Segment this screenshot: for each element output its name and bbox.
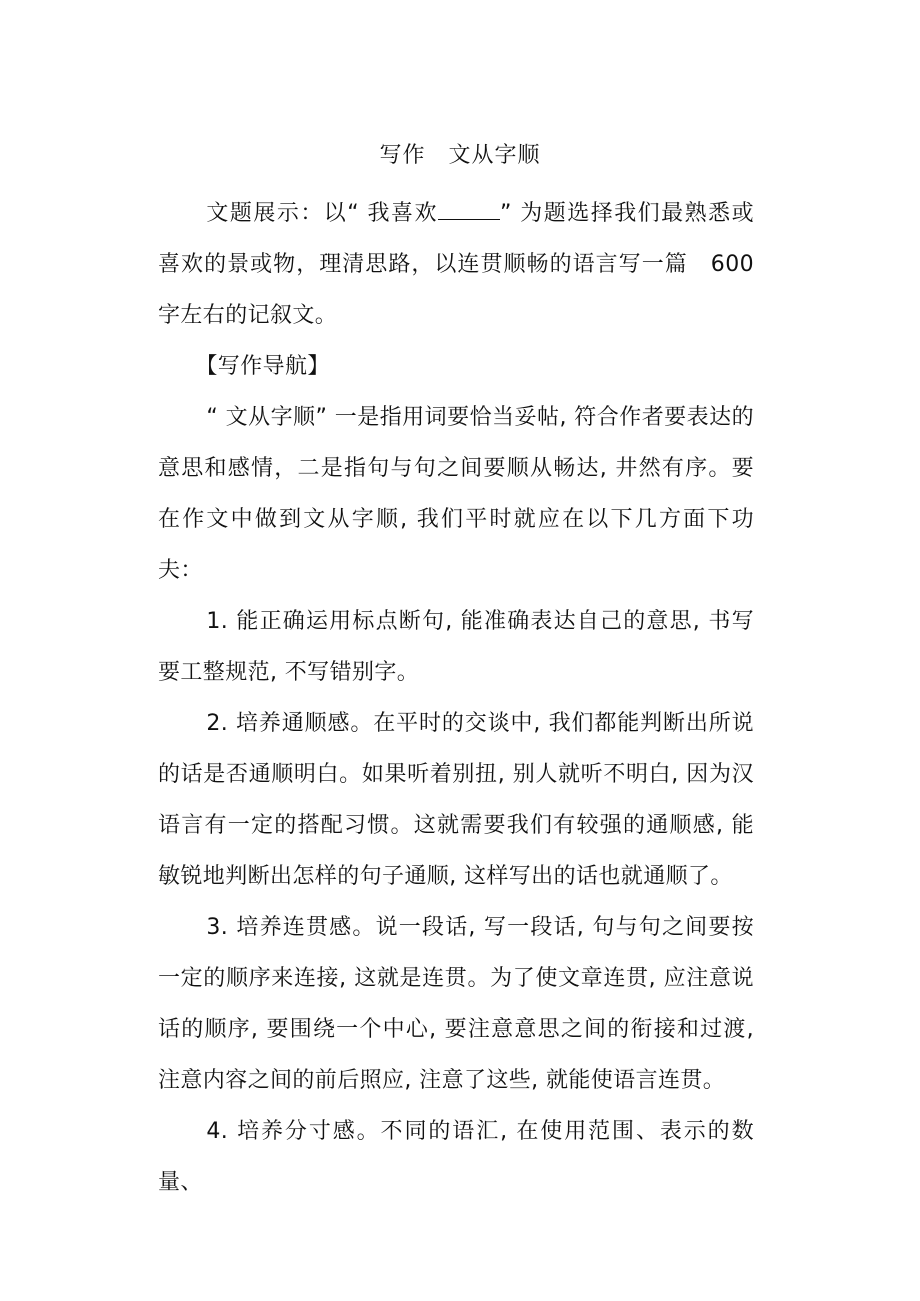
paragraph-intro: “ 文从字顺” 一是指用词要恰当妥帖, 符合作者要表达的意思和感情，二是指句与句之间要顺从畅达, 井然有序。要在作文中做到文从字顺, 我们平时就应在以下几方面下功夫： xyxy=(158,405,754,583)
section-heading: 【写作导航】 xyxy=(195,354,330,379)
page-title: 写作 文从字顺 xyxy=(379,143,541,168)
paragraph-point-1: 1. 能正确运用标点断句, 能准确表达自己的意思, 书写要工整规范, 不写错别字。 xyxy=(158,609,754,685)
document-body xyxy=(158,188,754,1208)
paragraph-point-3: 3. 培养连贯感。说一段话, 写一段话, 句与句之间要按一定的顺序来连接, 这就是连贯。为了使文章连贯, 应注意说话的顺序, 要围绕一个中心, 要注意意思之间的衔接和过渡, 注意内容之间的前后照应, 注意了这些, 就能使语言连贯。 xyxy=(158,915,754,1093)
fill-in-blank xyxy=(438,201,500,220)
prompt-text-start: 文题展示：以“ 我喜欢 xyxy=(206,201,438,226)
paragraph-point-2: 2. 培养通顺感。在平时的交谈中, 我们都能判断出所说的话是否通顺明白。如果听着别扭, 别人就听不明白, 因为汉语言有一定的搭配习惯。这就需要我们有较强的通顺感, 能敏锐地判断出怎样的句子通顺, 这样写出的话也就通顺了。 xyxy=(158,711,754,889)
paragraph-point-4: 4. 培养分寸感。不同的语汇, 在使用范围、表示的数量、 xyxy=(158,1119,754,1195)
prompt-text-end: ” 为题选择我们最熟悉或喜欢的景或物，理清思路，以连贯顺畅的语言写一篇 600字左右的记叙文。 xyxy=(158,201,754,328)
writing-prompt xyxy=(158,188,754,341)
